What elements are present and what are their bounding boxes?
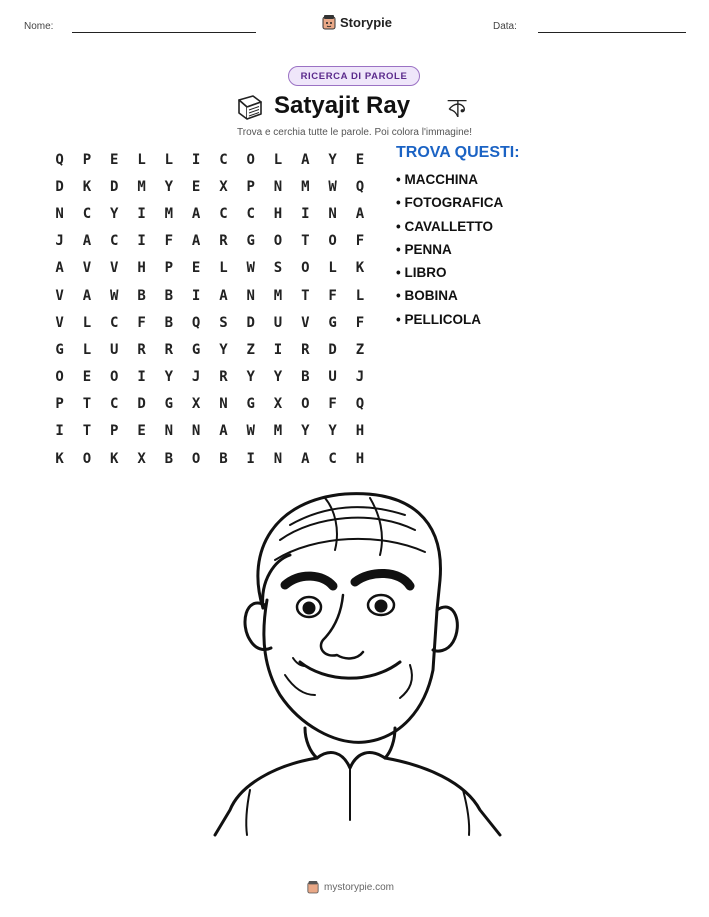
grid-letter[interactable]: R — [301, 341, 310, 358]
grid-row — [46, 228, 374, 255]
grid-letter[interactable]: N — [273, 178, 283, 195]
grid-letter[interactable]: Z — [355, 341, 365, 358]
grid-letter[interactable]: A — [301, 151, 310, 168]
word-search-grid[interactable] — [46, 146, 374, 472]
name-line[interactable] — [72, 32, 256, 33]
grid-letter[interactable]: G — [246, 396, 255, 413]
grid-letter[interactable]: D — [328, 341, 337, 358]
grid-letter[interactable]: I — [137, 205, 146, 222]
grid-letter[interactable]: V — [55, 287, 64, 304]
grid-letter[interactable]: U — [110, 341, 119, 358]
grid-letter[interactable]: A — [191, 205, 201, 222]
grid-letter[interactable]: J — [55, 233, 64, 250]
grid-letter[interactable]: P — [246, 178, 255, 195]
grid-letter[interactable]: F — [137, 314, 146, 331]
grid-letter[interactable]: C — [82, 205, 92, 222]
grid-letter[interactable]: B — [164, 450, 174, 467]
grid-letter[interactable]: L — [273, 151, 283, 168]
instructions: Trova e cerchia tutte le parole. Poi colora l'immagine! — [237, 127, 472, 138]
grid-letter[interactable]: F — [355, 314, 365, 331]
grid-letter[interactable]: B — [219, 450, 228, 467]
grid-row — [46, 391, 374, 418]
grid-letter[interactable]: R — [219, 233, 228, 250]
grid-letter[interactable]: B — [301, 369, 310, 386]
grid-letter[interactable]: J — [355, 369, 365, 386]
grid-letter[interactable]: Y — [219, 341, 228, 358]
grid-letter[interactable]: A — [219, 287, 228, 304]
grid-letter[interactable]: V — [55, 314, 64, 331]
word-list-item: • LIBRO — [396, 265, 447, 281]
grid-letter[interactable]: L — [355, 287, 365, 304]
grid-letter[interactable]: V — [82, 260, 92, 277]
grid-letter[interactable]: C — [110, 314, 119, 331]
word-list-item: • PELLICOLA — [396, 311, 481, 327]
grid-row — [46, 200, 374, 227]
grid-letter[interactable]: I — [191, 151, 201, 168]
grid-letter[interactable]: O — [55, 369, 64, 386]
storypie-logo-icon — [307, 880, 319, 894]
grid-letter[interactable]: D — [246, 314, 255, 331]
grid-letter[interactable]: C — [246, 205, 255, 222]
grid-letter[interactable]: F — [328, 396, 337, 413]
grid-letter[interactable]: H — [355, 423, 365, 440]
grid-letter[interactable]: C — [110, 233, 119, 250]
grid-row — [46, 255, 374, 282]
grid-letter[interactable]: X — [191, 396, 201, 413]
grid-letter[interactable]: D — [137, 396, 146, 413]
word-list-item: • FOTOGRAFICA — [396, 195, 504, 211]
grid-letter[interactable]: C — [219, 205, 228, 222]
grid-letter[interactable]: Q — [191, 314, 201, 331]
grid-letter[interactable]: Y — [273, 369, 283, 386]
grid-letter[interactable]: M — [273, 287, 283, 304]
page-title: Satyajit Ray — [274, 92, 411, 119]
grid-letter[interactable]: B — [137, 287, 146, 304]
grid-letter[interactable]: U — [273, 314, 283, 331]
grid-letter[interactable]: B — [164, 314, 174, 331]
grid-letter[interactable]: E — [137, 423, 146, 440]
grid-letter[interactable]: E — [191, 260, 201, 277]
word-list-title: TROVA QUESTI: — [396, 144, 520, 161]
grid-letter[interactable]: Y — [328, 423, 337, 440]
grid-letter[interactable]: K — [55, 450, 64, 467]
grid-letter[interactable]: I — [301, 205, 310, 222]
grid-letter[interactable]: I — [137, 233, 146, 250]
grid-letter[interactable]: G — [55, 341, 64, 358]
grid-letter[interactable]: A — [219, 423, 228, 440]
brand-name: Storypie — [340, 14, 393, 30]
grid-letter[interactable]: O — [301, 260, 310, 277]
grid-letter[interactable]: O — [191, 450, 201, 467]
word-list-item: • CAVALLETTO — [396, 218, 493, 234]
grid-letter[interactable]: G — [246, 233, 255, 250]
grid-letter[interactable]: O — [328, 233, 337, 250]
grid-letter[interactable]: I — [55, 423, 64, 440]
grid-letter[interactable]: T — [301, 287, 310, 304]
name-label: Nome: — [24, 21, 54, 32]
grid-letter[interactable]: X — [273, 396, 283, 413]
grid-letter[interactable]: A — [55, 260, 64, 277]
brand-logo — [322, 14, 392, 30]
grid-letter[interactable]: M — [137, 178, 146, 195]
grid-letter[interactable]: A — [82, 287, 92, 304]
grid-letter[interactable]: N — [164, 423, 174, 440]
grid-letter[interactable]: G — [328, 314, 337, 331]
grid-letter[interactable]: E — [110, 151, 119, 168]
grid-letter[interactable]: Y — [328, 151, 337, 168]
grid-letter[interactable]: T — [82, 396, 92, 413]
storypie-logo-icon — [322, 14, 336, 30]
grid-letter[interactable]: S — [219, 314, 228, 331]
grid-letter[interactable]: L — [137, 151, 146, 168]
grid-letter[interactable]: E — [355, 151, 365, 168]
grid-letter[interactable]: P — [164, 260, 174, 277]
grid-letter[interactable]: P — [82, 151, 92, 168]
grid-letter[interactable]: I — [273, 341, 283, 358]
grid-letter[interactable]: I — [191, 287, 201, 304]
grid-letter[interactable]: R — [219, 369, 228, 386]
grid-letter[interactable]: D — [55, 178, 64, 195]
grid-letter[interactable]: L — [219, 260, 228, 277]
grid-letter[interactable]: G — [191, 341, 201, 358]
grid-letter[interactable]: L — [82, 341, 92, 358]
grid-letter[interactable]: A — [301, 450, 310, 467]
grid-row — [46, 146, 374, 173]
grid-letter[interactable]: Y — [246, 369, 255, 386]
grid-letter[interactable]: T — [301, 233, 310, 250]
grid-letter[interactable]: N — [328, 205, 337, 222]
grid-letter[interactable]: K — [82, 178, 92, 195]
grid-row — [46, 364, 374, 391]
grid-letter[interactable]: N — [219, 396, 228, 413]
grid-letter[interactable]: H — [355, 450, 365, 467]
grid-letter[interactable]: M — [301, 178, 310, 195]
word-list-item: • BOBINA — [396, 288, 458, 304]
grid-letter[interactable]: V — [110, 260, 119, 277]
grid-letter[interactable]: F — [164, 233, 174, 250]
grid-row — [46, 418, 374, 445]
grid-letter[interactable]: Y — [301, 423, 310, 440]
grid-row — [46, 309, 374, 336]
grid-letter[interactable]: J — [191, 369, 201, 386]
grid-letter[interactable]: C — [110, 396, 119, 413]
grid-letter[interactable]: W — [110, 287, 119, 304]
grid-letter[interactable]: Q — [55, 151, 64, 168]
grid-letter[interactable]: A — [355, 205, 365, 222]
grid-letter[interactable]: Y — [110, 205, 119, 222]
word-list — [396, 170, 503, 333]
grid-letter[interactable]: F — [355, 233, 365, 250]
grid-letter[interactable]: N — [191, 423, 201, 440]
grid-letter[interactable]: M — [273, 423, 283, 440]
grid-letter[interactable]: V — [301, 314, 310, 331]
grid-letter[interactable]: L — [82, 314, 92, 331]
grid-letter[interactable]: Q — [355, 178, 365, 195]
grid-letter[interactable]: G — [164, 396, 174, 413]
grid-letter[interactable]: H — [137, 260, 146, 277]
grid-letter[interactable]: S — [273, 260, 283, 277]
grid-row — [46, 173, 374, 200]
grid-letter[interactable]: C — [328, 450, 337, 467]
grid-letter[interactable]: P — [55, 396, 64, 413]
portrait-illustration[interactable] — [205, 490, 505, 842]
grid-letter[interactable]: C — [219, 151, 228, 168]
grid-letter[interactable]: I — [137, 369, 146, 386]
grid-letter[interactable]: Z — [246, 341, 255, 358]
grid-row — [46, 282, 374, 309]
grid-letter[interactable]: O — [82, 450, 92, 467]
grid-letter[interactable]: W — [246, 423, 255, 440]
grid-letter[interactable]: O — [246, 151, 255, 168]
date-label: Data: — [493, 21, 517, 32]
book-icon — [235, 94, 265, 122]
grid-letter[interactable]: U — [328, 369, 337, 386]
bengali-letter-icon: ক — [448, 94, 467, 124]
date-line[interactable] — [538, 32, 686, 33]
grid-letter[interactable]: O — [110, 369, 119, 386]
grid-row — [46, 445, 374, 472]
word-list-item: • MACCHINA — [396, 172, 478, 187]
grid-letter[interactable]: Q — [355, 396, 365, 413]
grid-letter[interactable]: H — [273, 205, 283, 222]
grid-letter[interactable]: N — [246, 287, 255, 304]
grid-letter[interactable]: N — [55, 205, 64, 222]
grid-letter[interactable]: F — [328, 287, 337, 304]
grid-letter[interactable]: B — [164, 287, 174, 304]
grid-row — [46, 336, 374, 363]
grid-letter[interactable]: A — [82, 233, 92, 250]
footer-url[interactable]: mystorypie.com — [324, 881, 395, 893]
grid-letter[interactable]: L — [164, 151, 174, 168]
grid-letter[interactable]: P — [110, 423, 119, 440]
grid-letter[interactable]: D — [110, 178, 119, 195]
grid-letter[interactable]: Y — [164, 369, 174, 386]
grid-letter[interactable]: A — [191, 233, 201, 250]
grid-letter[interactable]: O — [273, 233, 283, 250]
grid-letter[interactable]: R — [137, 341, 146, 358]
grid-letter[interactable]: E — [191, 178, 201, 195]
grid-letter[interactable]: Y — [164, 178, 174, 195]
title-row — [0, 90, 709, 126]
grid-letter[interactable]: K — [355, 260, 365, 277]
grid-letter[interactable]: R — [164, 341, 174, 358]
grid-letter[interactable]: E — [82, 369, 92, 386]
grid-letter[interactable]: W — [328, 178, 337, 195]
grid-letter[interactable]: X — [219, 178, 228, 195]
grid-letter[interactable]: W — [246, 260, 255, 277]
footer — [307, 880, 394, 894]
grid-letter[interactable]: K — [110, 450, 119, 467]
grid-letter[interactable]: T — [82, 423, 92, 440]
grid-letter[interactable]: I — [246, 450, 255, 467]
grid-letter[interactable]: L — [328, 260, 337, 277]
grid-letter[interactable]: O — [301, 396, 310, 413]
grid-letter[interactable]: N — [273, 450, 283, 467]
grid-letter[interactable]: X — [137, 450, 146, 467]
activity-badge: RICERCA DI PAROLE — [288, 66, 420, 86]
word-list-item: • PENNA — [396, 241, 452, 257]
grid-letter[interactable]: M — [164, 205, 174, 222]
